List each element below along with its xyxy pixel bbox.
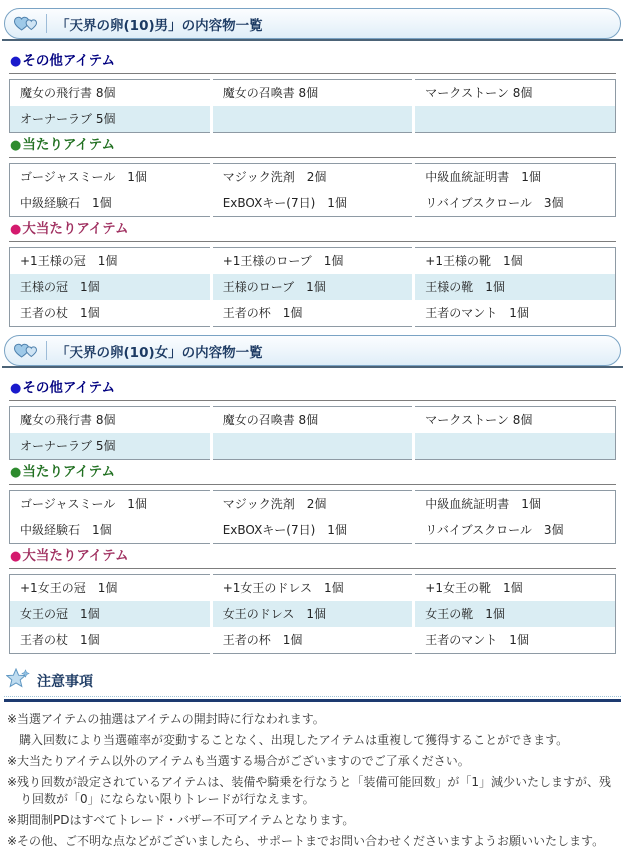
- item-cell: リバイブスクロール 3個: [414, 190, 616, 217]
- item-cell: +1女王のドレス 1個: [211, 575, 414, 602]
- header-bar-female: [4, 335, 621, 368]
- item-cell: 王様のローブ 1個: [211, 274, 414, 300]
- item-cell: +1女王の冠 1個: [20, 581, 118, 595]
- group-title-label: 当たりアイテム: [22, 464, 115, 480]
- item-cell: マジック洗剤 2個: [211, 164, 414, 191]
- item-cell: 女王の靴 1個: [414, 601, 616, 627]
- item-cell: ExBOXキー(7日) 1個: [211, 190, 414, 217]
- bullet-icon: ●: [10, 381, 22, 396]
- item-cell: 王者の杖 1個: [20, 306, 100, 320]
- item-cell: +1女王の靴 1個: [414, 575, 616, 602]
- item-cell: 魔女の召喚書 8個: [211, 80, 414, 107]
- table-row: [10, 491, 616, 518]
- star-icon: [6, 668, 30, 694]
- item-cell: +1王様の冠 1個: [20, 254, 118, 268]
- egg-section-male: [4, 8, 621, 327]
- table-row: [10, 407, 616, 434]
- header-bar-pill: [4, 335, 621, 366]
- table-row: [10, 164, 616, 191]
- table-row: [10, 433, 616, 460]
- egg-section-female: [4, 335, 621, 654]
- item-cell: マークストーン 8個: [414, 80, 616, 107]
- items-table-other: [9, 406, 616, 460]
- group-title-label: 大当たりアイテム: [22, 221, 129, 237]
- item-cell: 中級経験石 1個: [20, 196, 112, 210]
- solid-divider: [4, 699, 621, 702]
- group-title-win: [9, 137, 616, 158]
- note-line: ※残り回数が設定されているアイテムは、装備や騎乗を行なうと「装備可能回数」が「1」減少いたしますが、残り回数が「0」にならない限りトレードが行なえます。: [7, 775, 612, 807]
- item-cell: 王様の靴 1個: [414, 274, 616, 300]
- notes-list: [4, 711, 621, 850]
- table-row: [10, 80, 616, 107]
- group-title-other: [9, 53, 616, 74]
- group-title-other: [9, 380, 616, 401]
- bullet-icon: ●: [10, 54, 22, 69]
- items-table-jackpot: [9, 247, 616, 327]
- group-title-label: 当たりアイテム: [22, 137, 115, 153]
- group-title-win: [9, 464, 616, 485]
- group-title-label: その他アイテム: [22, 53, 115, 69]
- item-cell: マークストーン 8個: [414, 407, 616, 434]
- item-cell: ExBOXキー(7日) 1個: [211, 517, 414, 544]
- item-cell: マジック洗剤 2個: [211, 491, 414, 518]
- table-row: [10, 575, 616, 602]
- item-cell: 王者のマント 1個: [414, 627, 616, 654]
- header-title-female: 「天界の卵(10)女」の内容物一覧: [56, 344, 263, 361]
- item-cell: リバイブスクロール 3個: [414, 517, 616, 544]
- items-table-other: [9, 79, 616, 133]
- notice-section: [4, 668, 621, 850]
- item-cell: [414, 106, 616, 133]
- item-cell: 魔女の飛行書 8個: [20, 413, 116, 427]
- hearts-icon: [13, 15, 39, 32]
- group-title-jackpot: [9, 548, 616, 569]
- note-line: 購入回数により当選確率が変動することなく、出現したアイテムは重複して獲得することができます。: [7, 733, 569, 748]
- item-cell: 王者の杯 1個: [211, 300, 414, 327]
- bullet-icon: ●: [10, 138, 22, 153]
- item-cell: 魔女の召喚書 8個: [211, 407, 414, 434]
- item-cell: オーナーラブ 5個: [10, 433, 212, 460]
- bullet-icon: ●: [10, 549, 22, 564]
- item-cell: 中級経験石 1個: [20, 523, 112, 537]
- item-cell: +1王様の靴 1個: [414, 248, 616, 275]
- item-cell: 女王の冠 1個: [10, 601, 212, 627]
- item-cell: [211, 106, 414, 133]
- table-row: [10, 190, 616, 217]
- item-cell: 王者の杯 1個: [211, 627, 414, 654]
- header-bar-male: [4, 8, 621, 41]
- table-row: [10, 601, 616, 627]
- group-title-jackpot: [9, 221, 616, 242]
- egg-male-body: [4, 53, 621, 327]
- notice-title: 注意事項: [37, 674, 93, 690]
- item-cell: +1王様のローブ 1個: [211, 248, 414, 275]
- group-title-label: 大当たりアイテム: [22, 548, 129, 564]
- item-cell: [414, 433, 616, 460]
- item-cell: 女王のドレス 1個: [211, 601, 414, 627]
- item-cell: ゴージャスミール 1個: [20, 497, 147, 511]
- header-divider: [46, 14, 47, 33]
- table-row: [10, 627, 616, 654]
- item-cell: 王者のマント 1個: [414, 300, 616, 327]
- items-table-win: [9, 163, 616, 217]
- note-line: ※当選アイテムの抽選はアイテムの開封時に行なわれます。: [7, 712, 325, 726]
- item-cell: 魔女の飛行書 8個: [20, 86, 116, 100]
- group-title-label: その他アイテム: [22, 380, 115, 396]
- bullet-icon: ●: [10, 222, 22, 237]
- item-cell: 王様の冠 1個: [10, 274, 212, 300]
- table-row: [10, 300, 616, 327]
- table-row: [10, 274, 616, 300]
- bullet-icon: ●: [10, 465, 22, 480]
- table-row: [10, 106, 616, 133]
- header-title-male: 「天界の卵(10)男」の内容物一覧: [56, 17, 263, 34]
- items-table-win: [9, 490, 616, 544]
- note-line: ※期間制PDはすべてトレード・バザー不可アイテムとなります。: [7, 813, 355, 828]
- header-bar-pill: [4, 8, 621, 39]
- table-row: [10, 517, 616, 544]
- hearts-icon: [13, 342, 39, 359]
- note-line: ※その他、ご不明な点などがございましたら、サポートまでお問い合わせくださいますようお願いいたします。: [7, 834, 605, 849]
- egg-female-body: [4, 380, 621, 654]
- item-cell: ゴージャスミール 1個: [20, 170, 147, 184]
- items-table-jackpot: [9, 574, 616, 654]
- item-cell: [211, 433, 414, 460]
- item-cell: オーナーラブ 5個: [10, 106, 212, 133]
- note-line: ※大当たりアイテム以外のアイテムも当選する場合がございますのでご了承ください。: [7, 754, 470, 769]
- item-cell: 中級血統証明書 1個: [414, 164, 616, 191]
- header-divider: [46, 341, 47, 360]
- dotted-divider: [4, 696, 621, 697]
- table-row: [10, 248, 616, 275]
- notice-header: [4, 668, 621, 694]
- item-cell: 王者の杖 1個: [20, 633, 100, 647]
- item-cell: 中級血統証明書 1個: [414, 491, 616, 518]
